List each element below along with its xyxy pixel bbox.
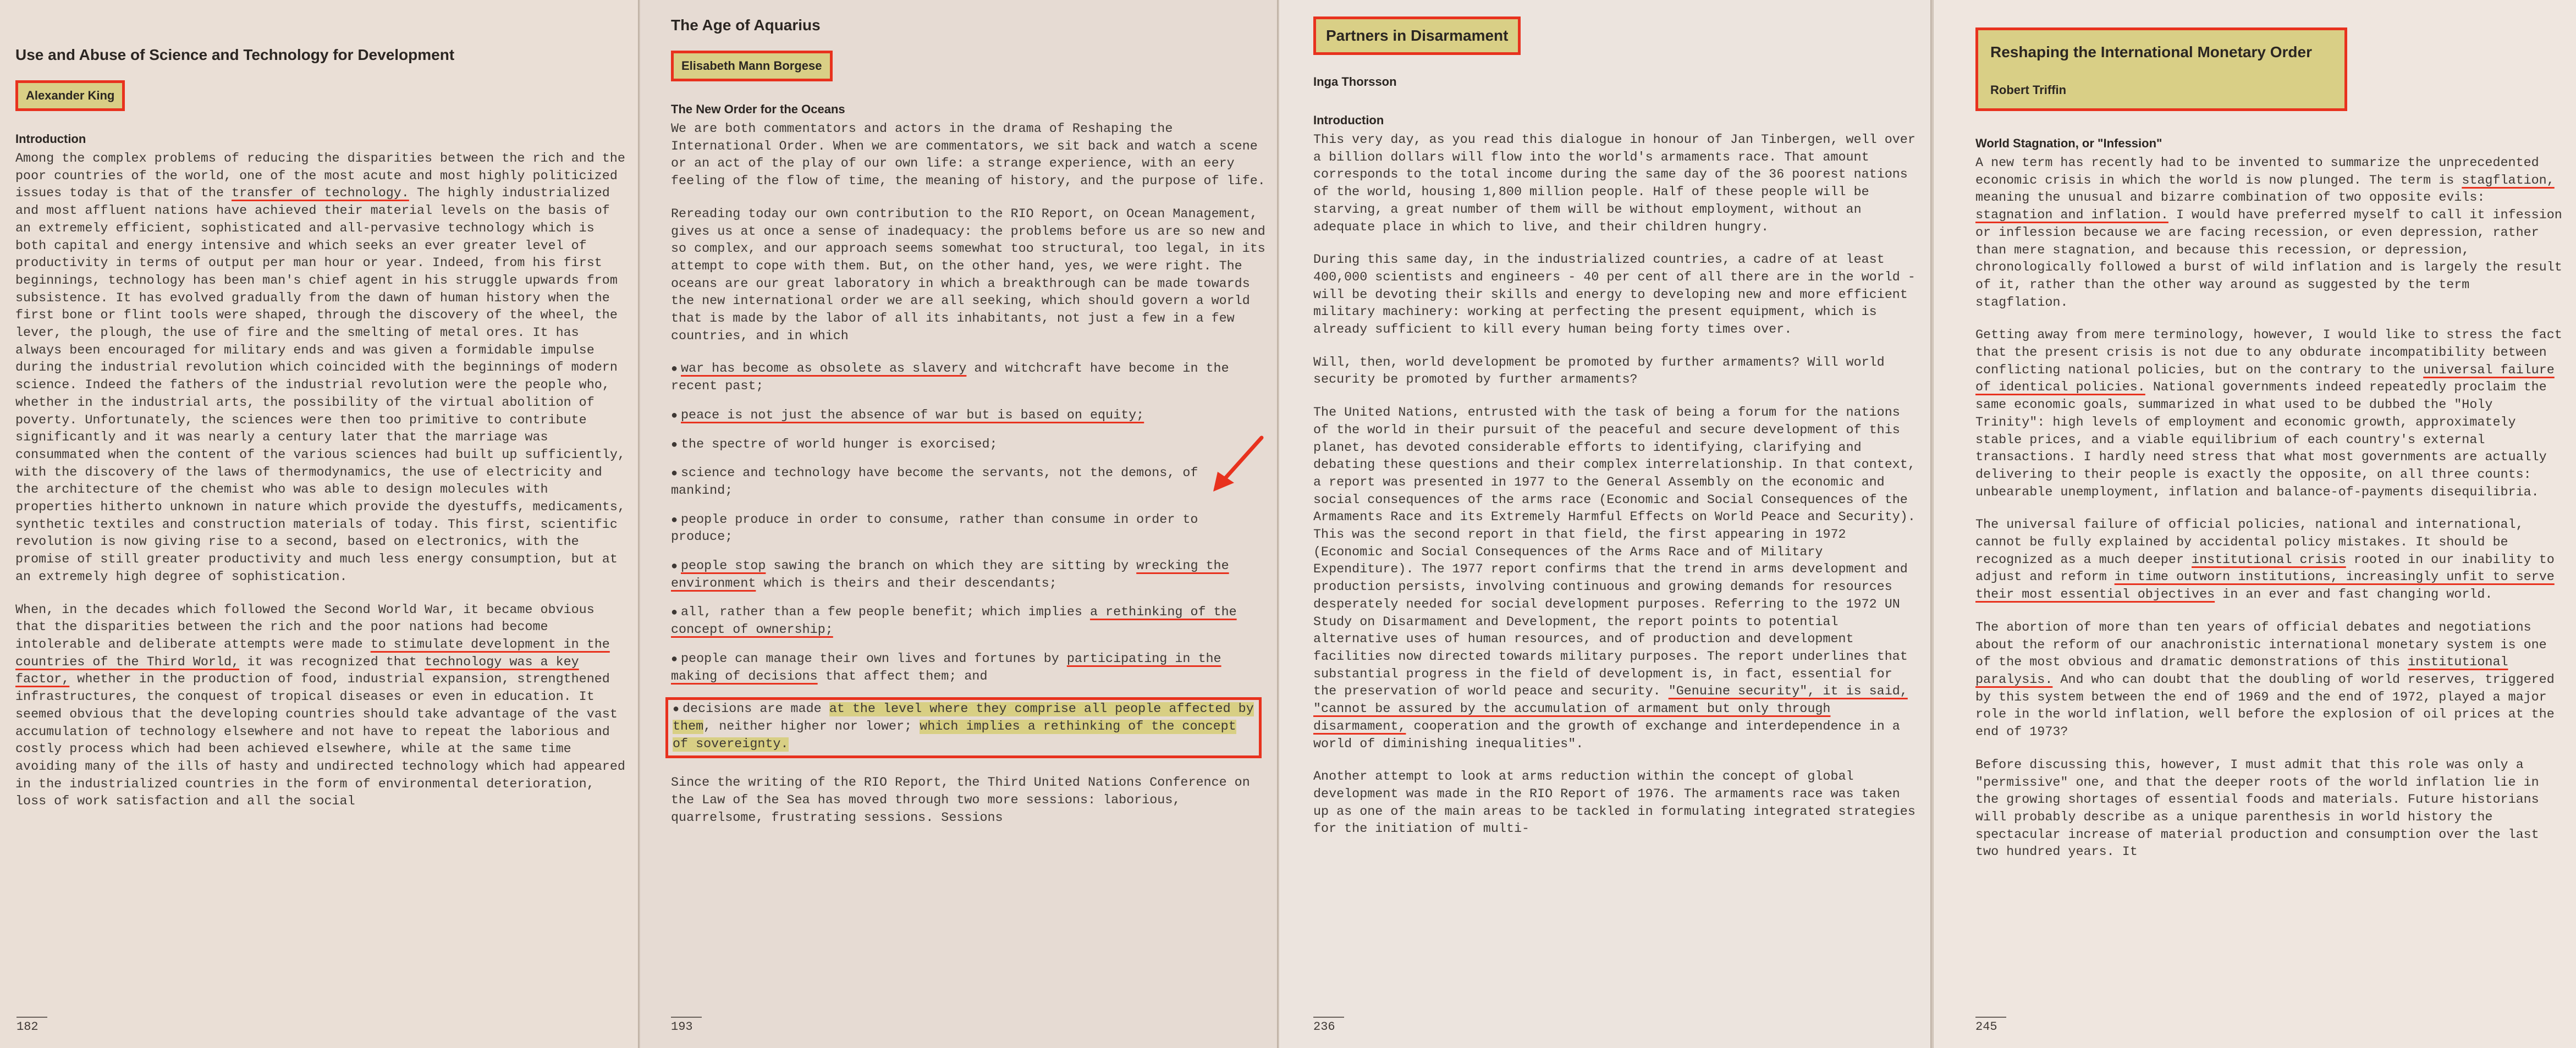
text-run: Getting away from mere terminology, however, I would like to stress the fact that the present crisis is not due to any obdurate incompatibility between conflicting national policies, but on the contrary to the xyxy=(1975,328,2562,378)
paragraph xyxy=(1313,252,1920,339)
underlined-phrase: institutional crisis xyxy=(2192,553,2346,567)
paragraph xyxy=(671,775,1266,827)
section-heading: Introduction xyxy=(1313,113,1384,127)
text-run: Among the complex problems of reducing the disparities between the rich and the poor countries of the world, one of the most acute and most highly politicized issues today is that of the xyxy=(15,152,625,201)
text-run: it was recognized that xyxy=(239,655,425,670)
underlined-phrase: technology was a key factor, xyxy=(15,655,579,687)
text-run: A new term has recently had to be invented to summarize the unprecedented economic crisis in which the world is now plunged. The term is xyxy=(1975,156,2539,188)
page-245 xyxy=(1934,0,2576,1048)
red-arrow-annotation-icon xyxy=(1209,434,1269,495)
bullet-item: ● all, rather than a few people benefit; which implies a rethinking of the concept of ownership; xyxy=(671,605,1237,638)
underlined-phrase: institutional paralysis. xyxy=(1975,655,2508,687)
text-run: people produce in order to consume, rather than consume in order to produce; xyxy=(671,512,1198,545)
text-run: , neither higher nor lower; xyxy=(703,719,920,734)
paragraph xyxy=(1975,620,2565,742)
text-run: Will, then, world development be promoted by further armaments? Will world security be promoted by further armaments? xyxy=(1313,355,1885,388)
text-run: I would have preferred myself to call it infession or inflession because we are facing recession, or even depression, rather than mere stagnation, and because this recession, or depression, chronologically followed a burst of wild inflation and is largely the result of it, rather than the other way around as suggested by the term stagflation. xyxy=(1975,208,2562,310)
text-run: cooperation and the growth of exchange and interdependence in a world of diminishing inequalities". xyxy=(1313,719,1900,752)
page-number: 182 xyxy=(16,1017,47,1034)
page-number: 245 xyxy=(1975,1017,2006,1034)
text-run: During this same day, in the industrialized countries, a cadre of at least 400,000 scientists and engineers - 40 per cent of all there are in the world - will be devoting their skills and energy to developing new and more efficient military machinery: working at perfecting the present equipment, which is already sufficient to kill every human being forty times over. xyxy=(1313,253,1916,338)
paragraph xyxy=(1975,327,2565,501)
paragraph xyxy=(1975,517,2565,604)
text-run: all, rather than a few people benefit; which implies xyxy=(681,605,1090,620)
text-run: sawing the branch on which they are sitting by xyxy=(766,559,1137,574)
author-name-box: Alexander King xyxy=(15,80,125,111)
text-run: Another attempt to look at arms reduction within the concept of global development was made in the RIO Report of 1976. The armaments race was taken up as one of the main areas to be tackled in formulating integrated strategies for the initiation of multi- xyxy=(1313,770,1916,837)
text-run: We are both commentators and actors in the drama of Reshaping the International Order. When we are commentators, we sit back and watch a scene or an act of the play of our own life: a strange experience, with an eery feeling of the flow of time, the meaning of history, and the purpose of life. xyxy=(671,122,1265,189)
text-run: science and technology have become the servants, not the demons, of mankind; xyxy=(671,466,1198,498)
paragraph xyxy=(1975,757,2565,862)
text-run: This very day, as you read this dialogue in honour of Jan Tinbergen, well over a billion dollars will flow into the world's armaments race. That amount corresponds to the total income during the same day of the 36 poorest nations of the world, housing 1,800 million people. Half of these people will be starving, a great number of them will be without employment, without an adequate place in which to live, and their children hungry. xyxy=(1313,133,1916,235)
text-run: the spectre of world hunger is exorcised; xyxy=(681,437,998,452)
paragraph xyxy=(1313,132,1920,236)
text-run: The abortion of more than ten years of official debates and negotiations about the reform of our anachronistic international monetary system is one of the most obvious and dramatic demonstrations of this xyxy=(1975,620,2547,670)
bullet-item: ● people stop sawing the branch on which they are sitting by wrecking the environment which is theirs and their descendants; xyxy=(671,559,1229,591)
text-run: decisions are made xyxy=(682,702,829,717)
section-heading: World Stagnation, or "Infession" xyxy=(1975,136,2162,150)
page-182 xyxy=(0,0,638,1048)
bullet-item: ● peace is not just the absence of war but is based on equity; xyxy=(671,408,1144,423)
paragraph xyxy=(671,121,1266,191)
page-title: The Age of Aquarius xyxy=(671,16,821,34)
paragraph xyxy=(671,206,1266,346)
page-number: 236 xyxy=(1313,1017,1344,1034)
section-heading: Introduction xyxy=(15,132,86,146)
bullet-item: ● science and technology have become the servants, not the demons, of mankind; xyxy=(671,466,1198,498)
bullet-item: ● war has become as obsolete as slavery and witchcraft have become in the recent past; xyxy=(671,362,1229,394)
underlined-phrase: a rethinking of the concept of ownership; xyxy=(671,605,1237,638)
bullet-item: ● people produce in order to consume, rather than consume in order to produce; xyxy=(671,512,1198,545)
text-run: The highly industrialized and most affluent nations have achieved their material levels on the basis of an extremely efficient, sophisticated and all-pervasive technology which is both capital and energy intensive and which seeks an ever greater level of productivity in terms of output per man hour or year. Indeed, from his first beginnings, technology has been man's chief agent in his struggle upwards from subsistence. It has evolved gradually from the dawn of human history when the first bone or flint tools were shaped, through the discovery of the wheel, the lever, the plough, the use of fire and the smelting of metal ores. It has always been encouraged for military ends and was given a formidable impulse during the industrial revolution which coincided with the beginnings of modern science. Indeed the fathers of the industrial revolution were the people who, whether in the industrial arts, the possibility of the virtual abolition of poverty. Unfortunately, the sciences were then too primitive to contribute significantly and it was nearly a century later that the marriage was consummated when the content of the various sciences had built up sufficiently, with the discovery of the laws of thermodynamics, the use of electricity and the architecture of the chemist who was able to design molecules with properties hitherto unknown in nature which provide the dyestuffs, medicaments, synthetic textiles and construction materials of today. This first, scientific revolution is now giving rise to a second, based on electronics, with the promise of still greater productivity and much less energy consumption, but at an extremely high degree of sophistication. xyxy=(15,186,625,584)
page-193 xyxy=(640,0,1277,1048)
text-run: The universal failure of official policies, national and international, cannot be fully explained by accidental policy mistakes. It should be recognized as a much deeper xyxy=(1975,518,2524,567)
bullet-item: ● people can manage their own lives and fortunes by participating in the making of decisions that affect them; and xyxy=(671,652,1221,684)
page-title: Reshaping the International Monetary Order xyxy=(1990,43,2312,60)
page-number: 193 xyxy=(671,1017,702,1034)
text-run: When, in the decades which followed the Second World War, it became obvious that the disparities between the rich and the poor nations had become intolerable and deliberate attempts were made xyxy=(15,603,595,652)
text-run: And who can doubt that the doubling of world reserves, triggered by this system between the end of 1969 and the end of 1972, played a major role in the world inflation, well before the explosion of oil prices at the end of 1973? xyxy=(1975,672,2555,740)
underlined-phrase: war has become as obsolete as slavery xyxy=(681,362,967,377)
paragraph xyxy=(1313,769,1920,839)
section-heading: The New Order for the Oceans xyxy=(671,102,845,116)
text-run: The United Nations, entrusted with the task of being a forum for the nations of the world in their pursuit of the peaceful and secure development of this planet, has devoted considerable efforts to identifying, clarifying and debating these questions and their complex interrelationship. In that context, a report was presented in 1977 to the General Assembly on the economic and social consequences of the arms race (Economic and Social Consequences of the Armaments Race and its Extremely Harmful Effects on World Peace and Security). This was the second report in that field, the first appearing in 1972 (Economic and Social Consequences of the Arms Race and of Military Expenditure). The 1977 report confirms that the trend in arms development and production persists, involving continuous and growing demands for resources desperately needed for social development purposes. Referring to the 1972 UN Study on Disarmament and Development, the report points to potential alternative uses of human resources, and of production and development facilities now directed towards military purposes. The report underlines that substantial progress in the field of development is, in fact, essential for the preservation of world peace and security. xyxy=(1313,406,1916,699)
underlined-phrase: universal failure of identical policies. xyxy=(1975,363,2555,395)
text-run: in an ever and fast changing world. xyxy=(2215,588,2493,603)
text-run: that affect them; and xyxy=(817,669,988,684)
text-run: which is theirs and their descendants; xyxy=(756,576,1057,591)
text-run: National governments indeed repeatedly proclaim the same economic goals, summarized in what used to be dubbed the "Holy Trinity": high levels of employment and economic growth, approximately stable prices, and a viable equilibrium of each country's external transactions. I hardly need stress that what most governments are actually delivering to their people is exactly the opposite, on all three counts: unbearable unemployment, inflation and balance-of-payments disequilibria. xyxy=(1975,380,2547,500)
highlighted-phrase: at the level where they comprise all people affected by them xyxy=(673,702,1254,734)
page-title: Use and Abuse of Science and Technology for Development xyxy=(15,46,455,63)
author-name: Inga Thorsson xyxy=(1313,75,1397,89)
underlined-phrase: stagflation, xyxy=(2462,173,2555,188)
text-run: people can manage their own lives and fortunes by xyxy=(681,652,1067,666)
underlined-phrase: stagnation and inflation. xyxy=(1975,208,2168,223)
text-run: Since the writing of the RIO Report, the Third United Nations Conference on the Law of the Sea has moved through two more sessions: laborious, quarrelsome, frustrating sessions. Sessions xyxy=(671,776,1250,825)
text-run: Before discussing this, however, I must admit that this role was only a "permissive" one, and that the deeper roots of the world inflation lie in the growing shortages of essential foods and materials. Future historians will probably describe as a unique parenthesis in world history the spectacular increase of material production and consumption over the last two hundred years. It xyxy=(1975,758,2539,860)
paragraph xyxy=(15,602,627,811)
underlined-phrase: peace is not just the absence of war but is based on equity; xyxy=(681,408,1144,423)
author-name-box: Elisabeth Mann Borgese xyxy=(671,51,833,81)
page-236 xyxy=(1279,0,1931,1048)
text-run: and witchcraft have become in the recent past; xyxy=(671,362,1229,394)
paragraph xyxy=(1313,405,1920,753)
highlighted-phrase: which implies a rethinking of the concept of sovereignty. xyxy=(673,719,1236,752)
underlined-phrase: transfer of technology. xyxy=(232,186,409,201)
bullet-item: ● the spectre of world hunger is exorcised; xyxy=(671,437,998,452)
underlined-phrase: wrecking the environment xyxy=(671,559,1229,591)
underlined-phrase: in time outworn institutions, increasingly unfit to serve their most essential objectives xyxy=(1975,570,2555,603)
paragraph xyxy=(15,151,627,587)
boxed-bullet-item: ● decisions are made at the level where they comprise all people affected by them, neither higher nor lower; which implies a rethinking of the concept of sovereignty. xyxy=(665,697,1262,758)
page-title-box: Partners in Disarmament xyxy=(1313,16,1521,55)
underlined-phrase: "Genuine security", it is said, "cannot be assured by the accumulation of armament but only through disarmament, xyxy=(1313,685,1908,734)
paragraph xyxy=(1313,355,1920,389)
text-run: Rereading today our own contribution to the RIO Report, on Ocean Management, gives us at once a sense of inadequacy: the problems before us are so new and so complex, and our approach seems somewhat too structural, too legal, in its attempt to cope with them. But, on the other hand, yes, we were right. The oceans are our great laboratory in which a breakthrough can be made towards the new international order we are all seeking, which should govern a world that is made by the labor of all its inhabitants, not just a few in a few countries, and in which xyxy=(671,207,1265,344)
paragraph xyxy=(1975,155,2565,312)
text-run: meaning the unusual and bizarre combination of two opposite evils: xyxy=(1975,191,2485,206)
underlined-phrase: people stop xyxy=(681,559,766,574)
author-name: Robert Triffin xyxy=(1990,83,2067,97)
text-run: rooted in our inability to adjust and reform xyxy=(1975,553,2555,585)
text-run: whether in the production of food, industrial expansion, strengthened infrastructures, the conquest of tropical diseases or even in education. It seemed obvious that the developing countries should take advantage of the vast accumulation of technology elsewhere and not have to repeat the laborious and costly process which had been achieved elsewhere, while at the same time avoiding many of the ills of hasty and undirected technology which had appeared in the industrialized countries in the form of environmental deterioration, loss of work satisfaction and all the social xyxy=(15,672,625,809)
underlined-phrase: participating in the making of decisions xyxy=(671,652,1221,684)
title-author-box xyxy=(1975,27,2347,111)
underlined-phrase: to stimulate development in the countries of the Third World, xyxy=(15,637,610,670)
